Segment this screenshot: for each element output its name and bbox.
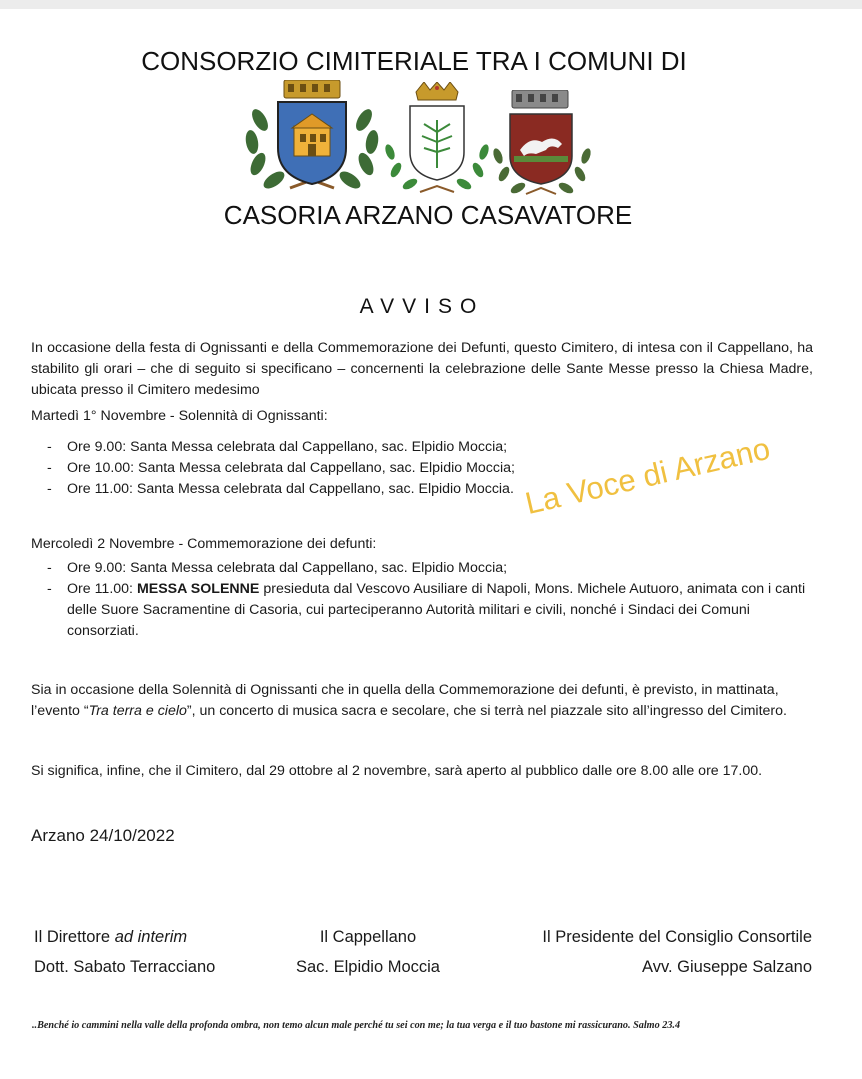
- event-text-after: ”, un concerto di musica sacra e secolare, che si terrà nel piazzale sito all’ingresso del Cimitero.: [186, 703, 787, 719]
- place-date: Arzano 24/10/2022: [31, 826, 175, 845]
- day2-mass-list: [31, 558, 813, 642]
- role-italic: ad interim: [114, 928, 188, 946]
- opening-hours-paragraph: Si significa, infine, che il Cimitero, dal 29 ottobre al 2 novembre, sarà aperto al pubblico dalle ore 8.00 alle ore 17.00.: [31, 763, 763, 779]
- municipalities-title: CASORIA ARZANO CASAVATORE: [223, 200, 633, 230]
- list-item: [31, 579, 813, 642]
- top-border: [0, 0, 862, 9]
- solemn-mass-details: presieduta dal Vescovo Ausiliare di Napoli, Mons. Michele Autuoro, animata con i canti delle Suore Sacramentine di Casoria, cui parteciperanno Autorità militari e civili, nonché i Sindaci dei Comuni consorziati.: [67, 581, 806, 639]
- intro-paragraph: In occasione della festa di Ognissanti e della Commemorazione dei Defunti, questo Cimitero, di intesa con il Cappellano, ha stabilito gli orari – che di seguito si specificano – concernenti la celebrazione delle Sante Messe presso la Chiesa Madre, ubicata presso il Cimitero medesimo: [31, 340, 813, 398]
- consortium-title: CONSORZIO CIMITERIALE TRA I COMUNI DI: [141, 46, 687, 76]
- mass-time: Ore 11.00:: [67, 581, 137, 597]
- day2-heading: Mercoledì 2 Novembre - Commemorazione dei defunti:: [31, 536, 377, 552]
- list-item: - Ore 9.00: Santa Messa celebrata dal Cappellano, sac. Elpidio Moccia;: [31, 558, 813, 579]
- list-item: - Ore 9.00: Santa Messa celebrata dal Cappellano, sac. Elpidio Moccia;: [31, 437, 813, 458]
- signature-name: Avv. Giuseppe Salzano: [642, 958, 812, 976]
- notice-title: AVVISO: [359, 295, 485, 318]
- arzano-crest-icon: [384, 82, 490, 200]
- signature-name: Sac. Elpidio Moccia: [296, 958, 440, 976]
- signature-chaplain: [284, 922, 452, 982]
- signature-role: Il Cappellano: [319, 928, 417, 946]
- signature-role: [34, 922, 215, 952]
- event-paragraph: [31, 680, 813, 722]
- day1-heading: Martedì 1° Novembre - Solennità di Ognissanti:: [31, 408, 328, 424]
- psalm-quote: ..Benché io cammini nella valle della profonda ombra, non temo alcun male perché tu sei con me; la tua verga e il tuo bastone mi rassicurano. Salmo 23.4: [32, 1020, 681, 1031]
- signature-director: [34, 922, 215, 982]
- signature-role: Il Presidente del Consiglio Consortile: [542, 928, 812, 946]
- list-item: - Ore 11.00: Santa Messa celebrata dal Cappellano, sac. Elpidio Moccia.: [31, 479, 813, 500]
- solemn-mass-label: MESSA SOLENNE: [136, 581, 260, 597]
- signature-president: [490, 922, 812, 982]
- list-item: - Ore 10.00: Santa Messa celebrata dal Cappellano, sac. Elpidio Moccia;: [31, 458, 813, 479]
- signature-name: Dott. Sabato Terracciano: [34, 958, 216, 976]
- role-text: Il Direttore: [34, 928, 115, 946]
- event-text-before: Sia in occasione della Solennità di Ognissanti che in quella della Commemorazione dei defunti, è previsto, in mattinata, l’evento “: [31, 682, 779, 719]
- casavatore-crest-icon: [490, 90, 596, 200]
- watermark-text: La Voce di Arzano: [521, 430, 774, 522]
- event-name: Tra terra e cielo: [88, 703, 187, 719]
- casoria-crest-icon: [238, 80, 386, 200]
